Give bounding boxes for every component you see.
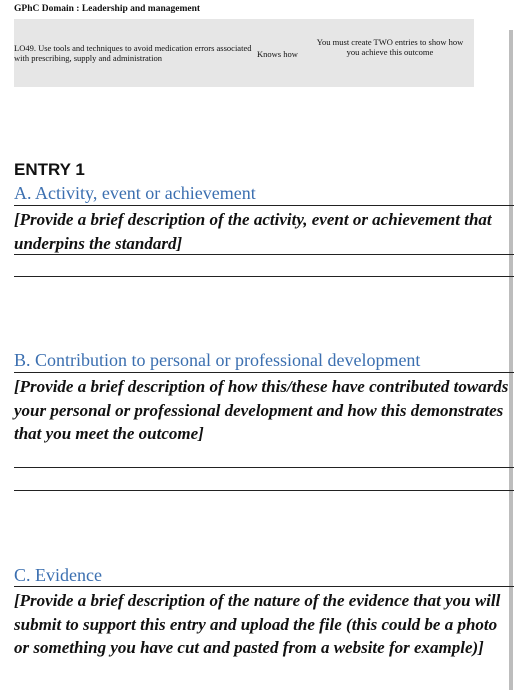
section-c-prompt[interactable]: [Provide a brief description of the nature of the evidence that you will submit to support this entry and upload the file (this could be a photo or something you have cut and pasted from a website for example)] (14, 591, 501, 657)
answer-line[interactable] (14, 490, 514, 491)
answer-line[interactable] (14, 467, 514, 468)
section-b-heading: B. Contribution to personal or professional development (14, 350, 421, 370)
section-a-heading: A. Activity, event or achievement (14, 183, 256, 203)
divider-line (14, 372, 514, 373)
section-a-prompt[interactable]: [Provide a brief description of the activity, event or achievement that underpins the standard] (14, 210, 492, 253)
page-edge-rule (509, 30, 513, 690)
section-c-heading: C. Evidence (14, 565, 102, 585)
entries-requirement: You must create TWO entries to show how you achieve this outcome (316, 37, 464, 57)
domain-label: GPhC Domain : Leadership and management (14, 4, 201, 14)
entry-title: ENTRY 1 (14, 160, 85, 179)
learning-outcome-text: LO49. Use tools and techniques to avoid medication errors associated with prescribing, supply and administration (14, 43, 252, 63)
section-b-prompt[interactable]: [Provide a brief description of how this/these have contributed towards your personal or professional development and how this demonstrates that you meet the outcome] (14, 377, 509, 443)
answer-line[interactable] (14, 254, 514, 255)
divider-line (14, 586, 514, 587)
answer-line[interactable] (14, 276, 514, 277)
divider-line (14, 205, 514, 206)
competence-level: Knows how (257, 49, 298, 59)
